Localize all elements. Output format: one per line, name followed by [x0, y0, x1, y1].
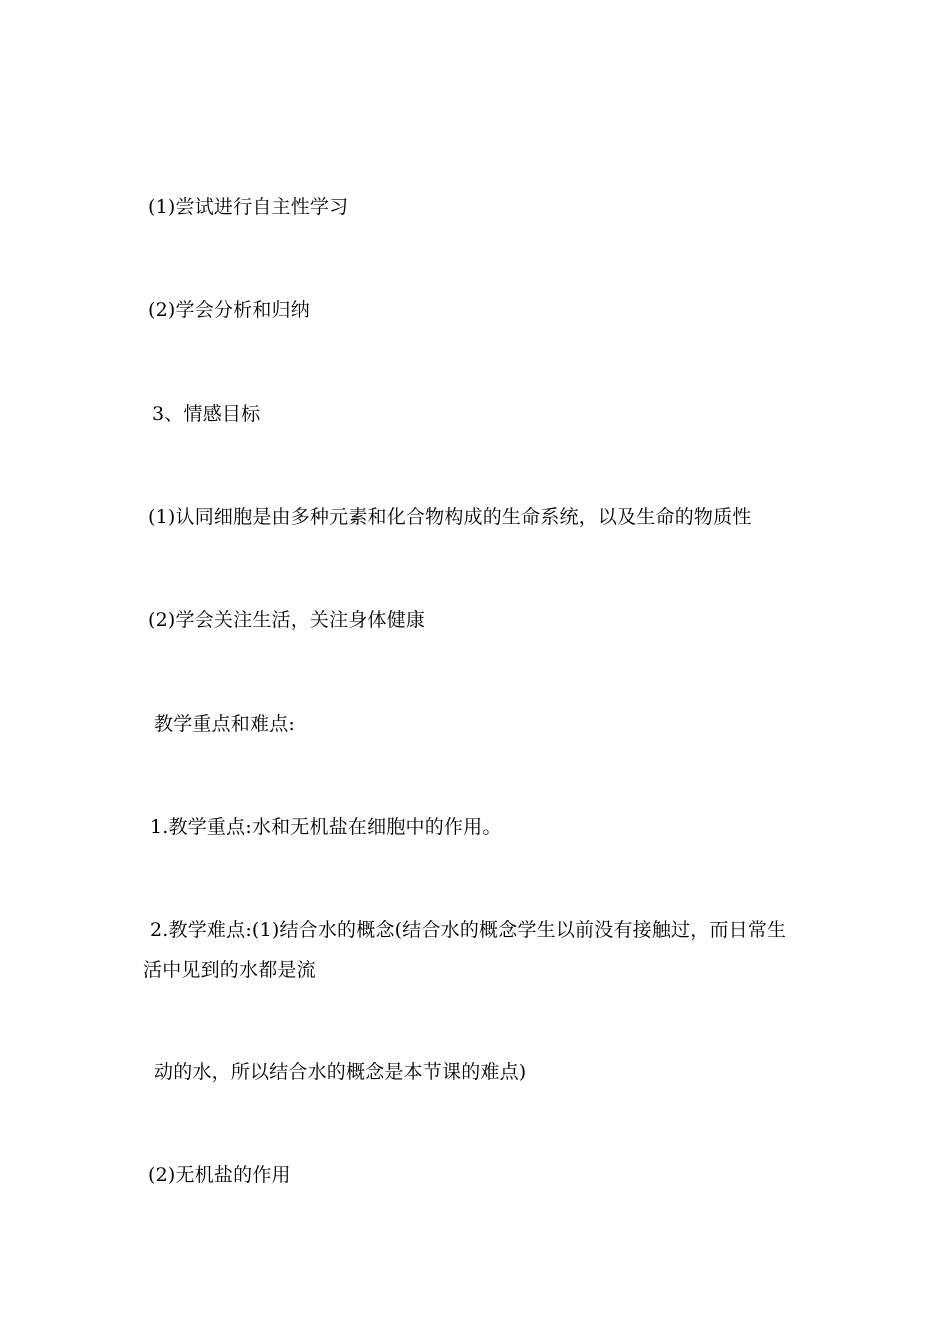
- objective-line-self-learning: (1)尝试进行自主性学习: [148, 196, 349, 218]
- objective-line-care-for-health: (2)学会关注生活，关注身体健康: [148, 609, 426, 631]
- difficulty-line-inorganic-salts: (2)无机盐的作用: [148, 1164, 291, 1186]
- section-heading-emotional-goals: 3、情感目标: [152, 403, 261, 425]
- difficulty-line-part-2: 活中见到的水都是流: [143, 959, 316, 981]
- objective-line-cell-life-system: (1)认同细胞是由多种元素和化合物构成的生命系统，以及生命的物质性: [148, 506, 752, 528]
- difficulty-line-part-3: 动的水，所以结合水的概念是本节课的难点): [154, 1061, 527, 1083]
- key-point-line: 1.教学重点:水和无机盐在细胞中的作用。: [150, 816, 502, 838]
- section-heading-key-points: 教学重点和难点:: [154, 713, 296, 735]
- difficulty-line-part-1: 2.教学难点:(1)结合水的概念(结合水的概念学生以前没有接触过，而日常生: [150, 919, 787, 941]
- objective-line-analyze-summarize: (2)学会分析和归纳: [148, 299, 310, 321]
